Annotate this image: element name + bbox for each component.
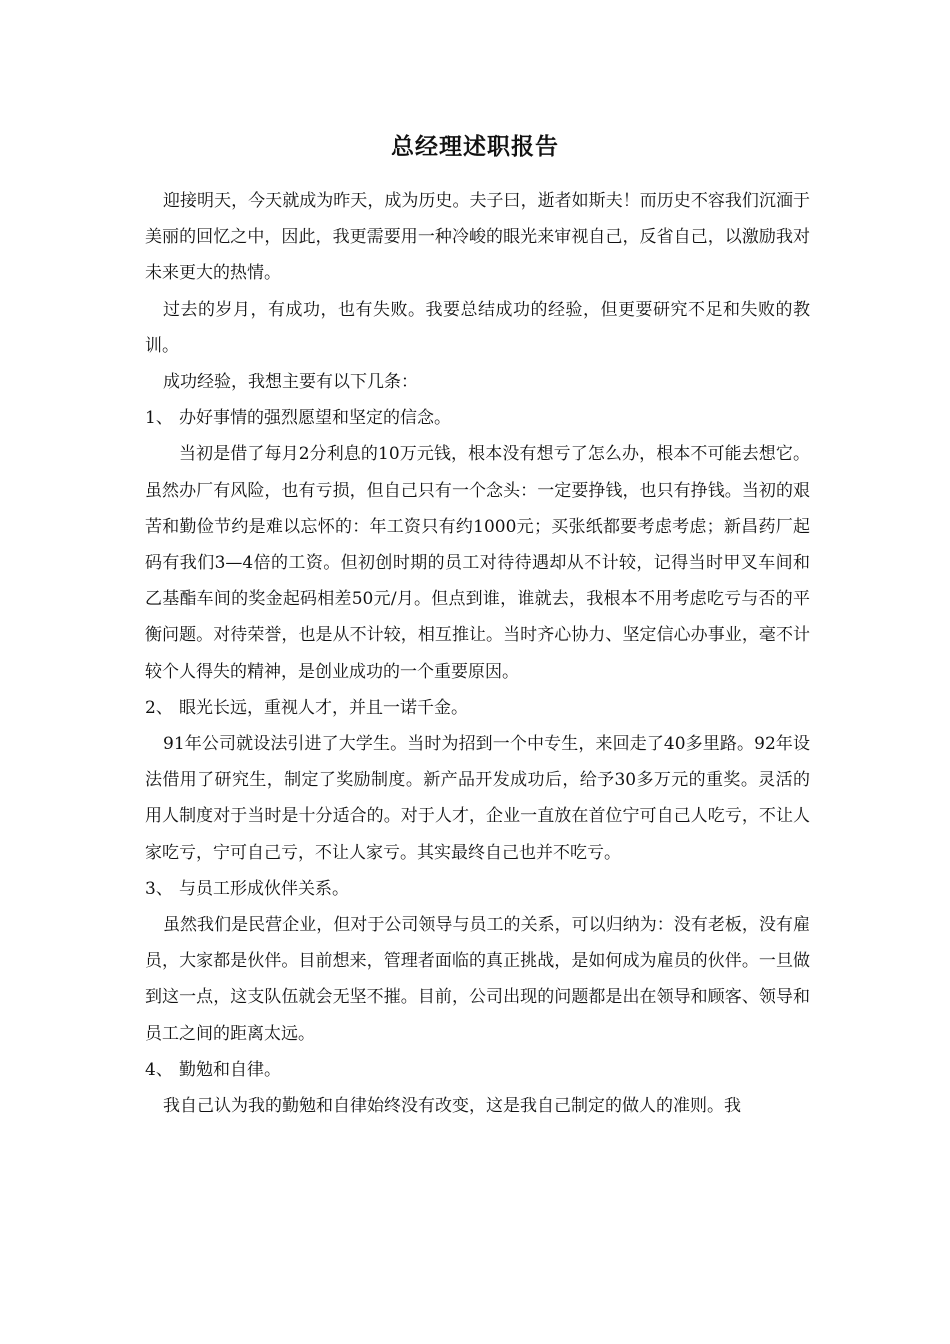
heading-number: 1、	[145, 408, 173, 429]
numbered-heading	[145, 400, 810, 436]
body-paragraph: 我自己认为我的勤勉和自律始终没有改变，这是我自己制定的做人的准则。我	[163, 1096, 741, 1117]
numbered-heading	[145, 871, 810, 907]
heading-text: 眼光长远，重视人才，并且一诺千金。	[179, 697, 468, 718]
body-paragraph: 91年公司就设法引进了大学生。当时为招到一个中专生，来回走了40多里路。92年设法借用了研究生，制定了奖励制度。新产品开发成功后，给予30多万元的重奖。灵活的用人制度对于当时是十分适合的。对于人才，企业一直放在首位宁可自己人吃亏，不让人家吃亏，宁可自己亏，不让人家亏。其实最终自己也并不吃亏。	[145, 734, 810, 863]
heading-text: 勤勉和自律。	[179, 1059, 281, 1080]
body-paragraph: 虽然我们是民营企业，但对于公司领导与员工的关系，可以归纳为：没有老板，没有雇员，大家都是伙伴。目前想来，管理者面临的真正挑战，是如何成为雇员的伙伴。一旦做到这一点，这支队伍就会无坚不摧。目前，公司出现的问题都是出在领导和顾客、领导和员工之间的距离太远。	[145, 915, 810, 1044]
numbered-heading	[145, 1052, 810, 1088]
heading-number: 4、	[145, 1059, 173, 1080]
body-paragraph: 当初是借了每月2分利息的10万元钱，根本没有想亏了怎么办，根本不可能去想它。虽然办厂有风险，也有亏损，但自己只有一个念头：一定要挣钱，也只有挣钱。当初的艰苦和勤俭节约是难以忘怀的：年工资只有约1000元；买张纸都要考虑考虑；新昌药厂起码有我们3—4倍的工资。但初创时期的员工对待待遇却从不计较，记得当时甲叉车间和乙基酯车间的奖金起码相差50元/月。但点到谁，谁就去，我根本不用考虑吃亏与否的平衡问题。对待荣誉，也是从不计较，相互推让。当时齐心协力、坚定信心办事业，毫不计较个人得失的精神，是创业成功的一个重要原因。	[145, 444, 810, 682]
numbered-heading	[145, 690, 810, 726]
heading-number: 2、	[145, 697, 173, 718]
body-paragraph: 过去的岁月，有成功，也有失败。我要总结成功的经验，但更要研究不足和失败的教训。	[145, 299, 810, 356]
body-paragraph: 迎接明天，今天就成为昨天，成为历史。夫子曰，逝者如斯夫！而历史不容我们沉湎于美丽的回忆之中，因此，我更需要用一种冷峻的眼光来审视自己，反省自己，以激励我对未来更大的热情。	[145, 191, 810, 284]
document-title: 总经理述职报告	[391, 133, 559, 160]
heading-number: 3、	[145, 878, 173, 899]
body-paragraph: 成功经验，我想主要有以下几条：	[163, 372, 418, 393]
document-body	[145, 183, 810, 1124]
heading-text: 与员工形成伙伴关系。	[179, 878, 349, 899]
heading-text: 办好事情的强烈愿望和坚定的信念。	[179, 408, 451, 429]
